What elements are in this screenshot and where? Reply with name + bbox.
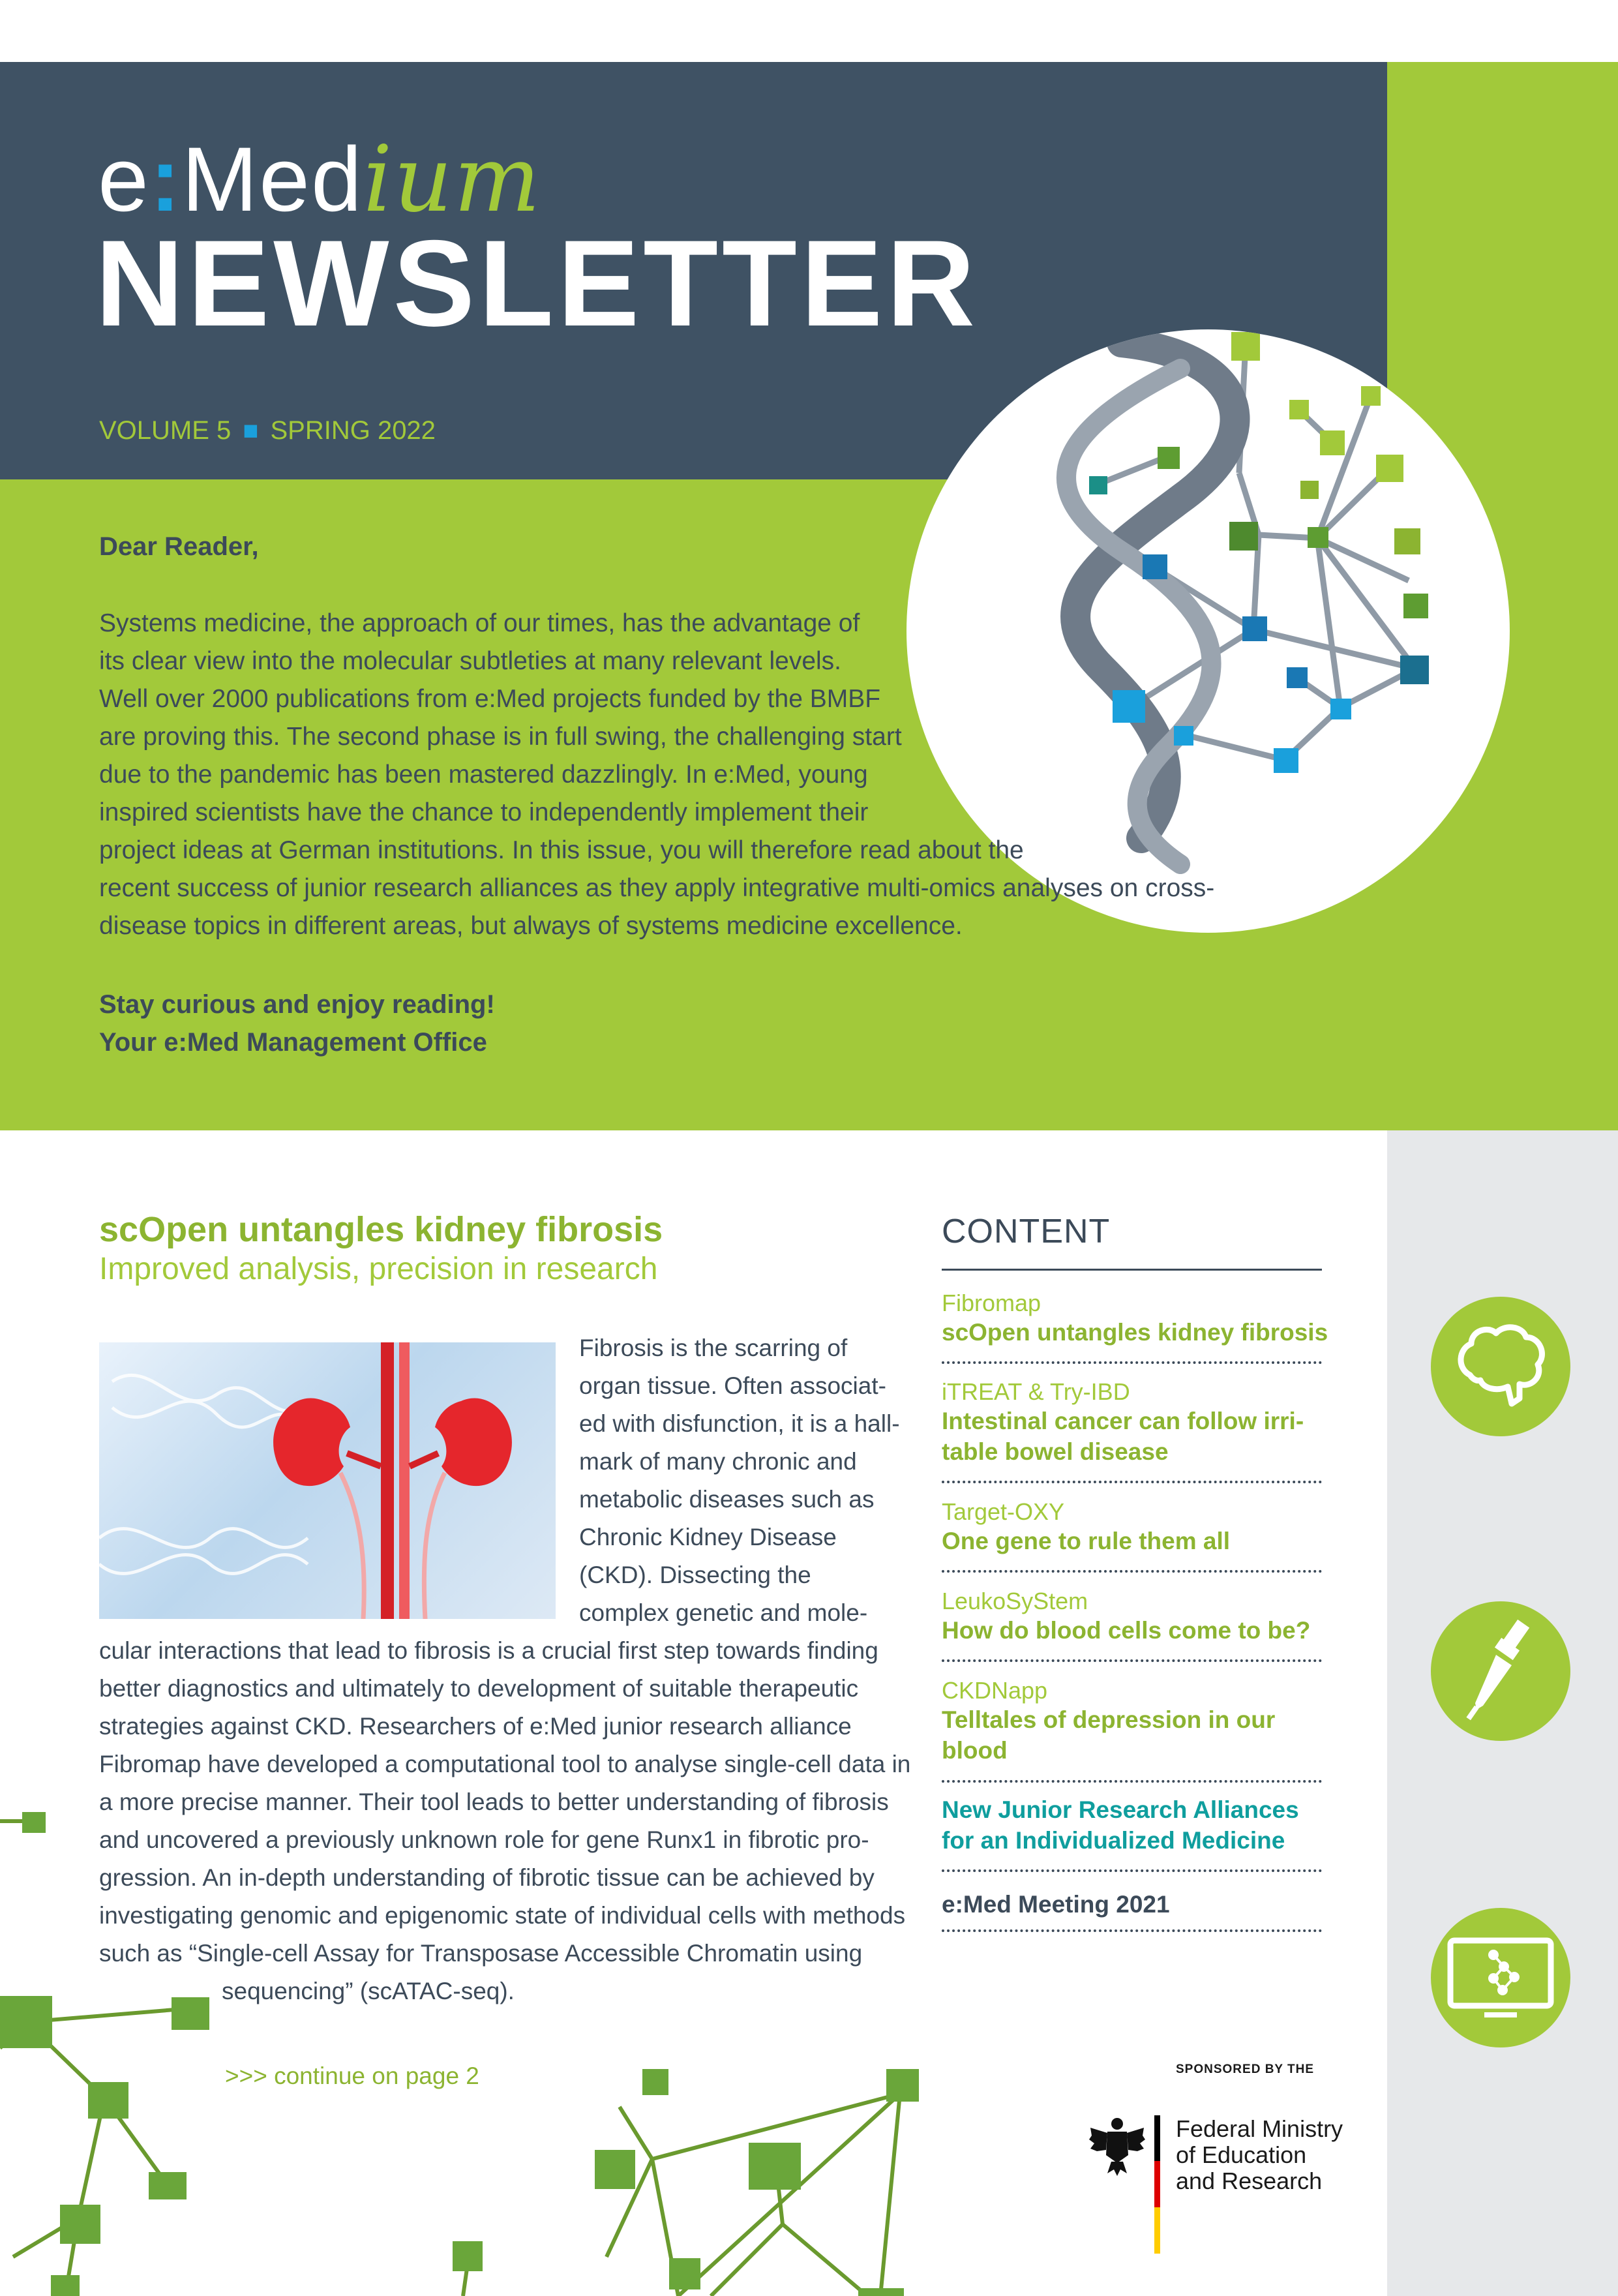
toc-link-ckdnapp[interactable]: Telltales of depression in our [942, 1706, 1276, 1733]
german-flag-bar-icon [1154, 2115, 1160, 2254]
issue-info: VOLUME 5 ■ SPRING 2022 [99, 416, 436, 445]
article-text-line: a more precise manner. Their tool leads to better understanding of fibrosis [99, 1789, 889, 1815]
article-text-line: investigating genomic and epigenomic state of individual cells with methods [99, 1902, 906, 1929]
toc-separator [942, 1780, 1322, 1783]
ministry-name-line: Federal Ministry [1176, 2115, 1343, 2142]
volume-label: VOLUME 5 [99, 416, 232, 445]
article-subtitle: Improved analysis, precision in research [99, 1252, 658, 1286]
article-text-line: ed with disfunction, it is a hall- [579, 1410, 900, 1437]
toc-link-fibromap[interactable]: scOpen untangles kidney fibrosis [942, 1319, 1328, 1346]
kidney-illustration [99, 1342, 556, 1619]
toc-category: CKDNapp [942, 1677, 1048, 1704]
article-text-line: mark of many chronic and [579, 1448, 857, 1475]
article-text-line: Chronic Kidney Disease [579, 1524, 837, 1550]
toc-category: Target-OXY [942, 1498, 1065, 1525]
masthead-title: NEWSLETTER [95, 215, 980, 352]
article-text-line: better diagnostics and ultimately to development of suitable therapeutic [99, 1675, 859, 1702]
ministry-name-line: and Research [1176, 2168, 1323, 2194]
toc-link-leukosystem[interactable]: How do blood cells come to be? [942, 1617, 1311, 1644]
article-text-line: Fibrosis is the scarring of [579, 1335, 848, 1361]
monitor-network-icon [1431, 1908, 1570, 2047]
network-decoration-icon [0, 1800, 965, 2296]
article-text-line: (CKD). Dissecting the [579, 1562, 811, 1588]
pipette-icon [1431, 1601, 1570, 1741]
kidney-icon [99, 1342, 556, 1619]
federal-eagle-icon [1088, 2113, 1146, 2179]
intro-text-line: Well over 2000 publications from e:Med projects funded by the BMBF [99, 685, 881, 713]
toc-separator [942, 1481, 1322, 1483]
intro-text-line: due to the pandemic has been mastered dazzlingly. In e:Med, young [99, 761, 868, 789]
signature-line: Your e:Med Management Office [99, 1028, 487, 1057]
toc-link-meeting[interactable]: e:Med Meeting 2021 [942, 1891, 1170, 1918]
toc-link-itreat[interactable]: Intestinal cancer can follow irri- [942, 1408, 1304, 1434]
ministry-name-line: of Education [1176, 2141, 1307, 2168]
contents-divider [942, 1269, 1322, 1271]
sponsor-label: SPONSORED BY THE [1176, 2062, 1315, 2076]
toc-link-itreat-cont[interactable]: table bowel disease [942, 1438, 1169, 1465]
toc-link-target-oxy[interactable]: One gene to rule them all [942, 1528, 1231, 1554]
toc-link-alliances[interactable]: New Junior Research Alliances [942, 1796, 1299, 1823]
article-text-line: complex genetic and mole- [579, 1599, 868, 1626]
article-text-line: Fibromap have developed a computational tool to analyse single-cell data in [99, 1751, 911, 1777]
intro-text-line: Systems medicine, the approach of our times, has the advantage of [99, 609, 860, 637]
toc-link-ckdnapp-cont[interactable]: blood [942, 1737, 1008, 1764]
article-text-line: gression. An in-depth understanding of fibrotic tissue can be achieved by [99, 1864, 875, 1891]
toc-separator [942, 1361, 1322, 1364]
toc-separator [942, 1659, 1322, 1662]
intro-text-line: are proving this. The second phase is in full swing, the challenging start [99, 723, 902, 751]
toc-link-alliances-cont[interactable]: for an Individualized Medicine [942, 1827, 1285, 1854]
article-text-line: cular interactions that lead to fibrosis is a crucial first step towards finding [99, 1637, 878, 1664]
contents-heading: CONTENT [942, 1213, 1111, 1250]
article-text-line: and uncovered a previously unknown role for gene Runx1 in fibrotic pro- [99, 1826, 869, 1853]
continue-link[interactable]: >>> continue on page 2 [225, 2062, 479, 2089]
intro-text-line: recent success of junior research alliances as they apply integrative multi-omics analyses on cross- [99, 874, 1215, 902]
toc-category: Fibromap [942, 1290, 1041, 1316]
toc-separator [942, 1869, 1322, 1872]
article-text-line: metabolic diseases such as [579, 1486, 875, 1513]
article-title: scOpen untangles kidney fibrosis [99, 1210, 663, 1249]
intro-text-line: inspired scientists have the chance to independently implement their [99, 798, 869, 826]
intro-text-line: disease topics in different areas, but always of systems medicine excellence. [99, 912, 963, 940]
closing-line: Stay curious and enjoy reading! [99, 990, 495, 1019]
season-label: SPRING 2022 [270, 416, 436, 445]
emedium-logo: e:Medium [98, 127, 542, 233]
intro-text-line: project ideas at German institutions. In this issue, you will therefore read about the [99, 836, 1024, 864]
intro-text-line: its clear view into the molecular subtleties at many relevant levels. [99, 647, 842, 675]
article-text-line: organ tissue. Often associat- [579, 1372, 886, 1399]
header-accent-stripe [1387, 62, 1618, 479]
brain-icon [1431, 1297, 1570, 1436]
article-text-line: strategies against CKD. Researchers of e:Med junior research alliance [99, 1713, 852, 1740]
greeting: Dear Reader, [99, 532, 259, 561]
toc-category: iTREAT & Try-IBD [942, 1378, 1130, 1405]
toc-separator [942, 1570, 1322, 1573]
toc-category: LeukoSyStem [942, 1588, 1088, 1614]
article-text-line: such as “Single-cell Assay for Transposase Accessible Chromatin using [99, 1940, 863, 1967]
toc-separator [942, 1929, 1322, 1932]
article-text-line: sequencing” (scATAC-seq). [222, 1978, 515, 2004]
